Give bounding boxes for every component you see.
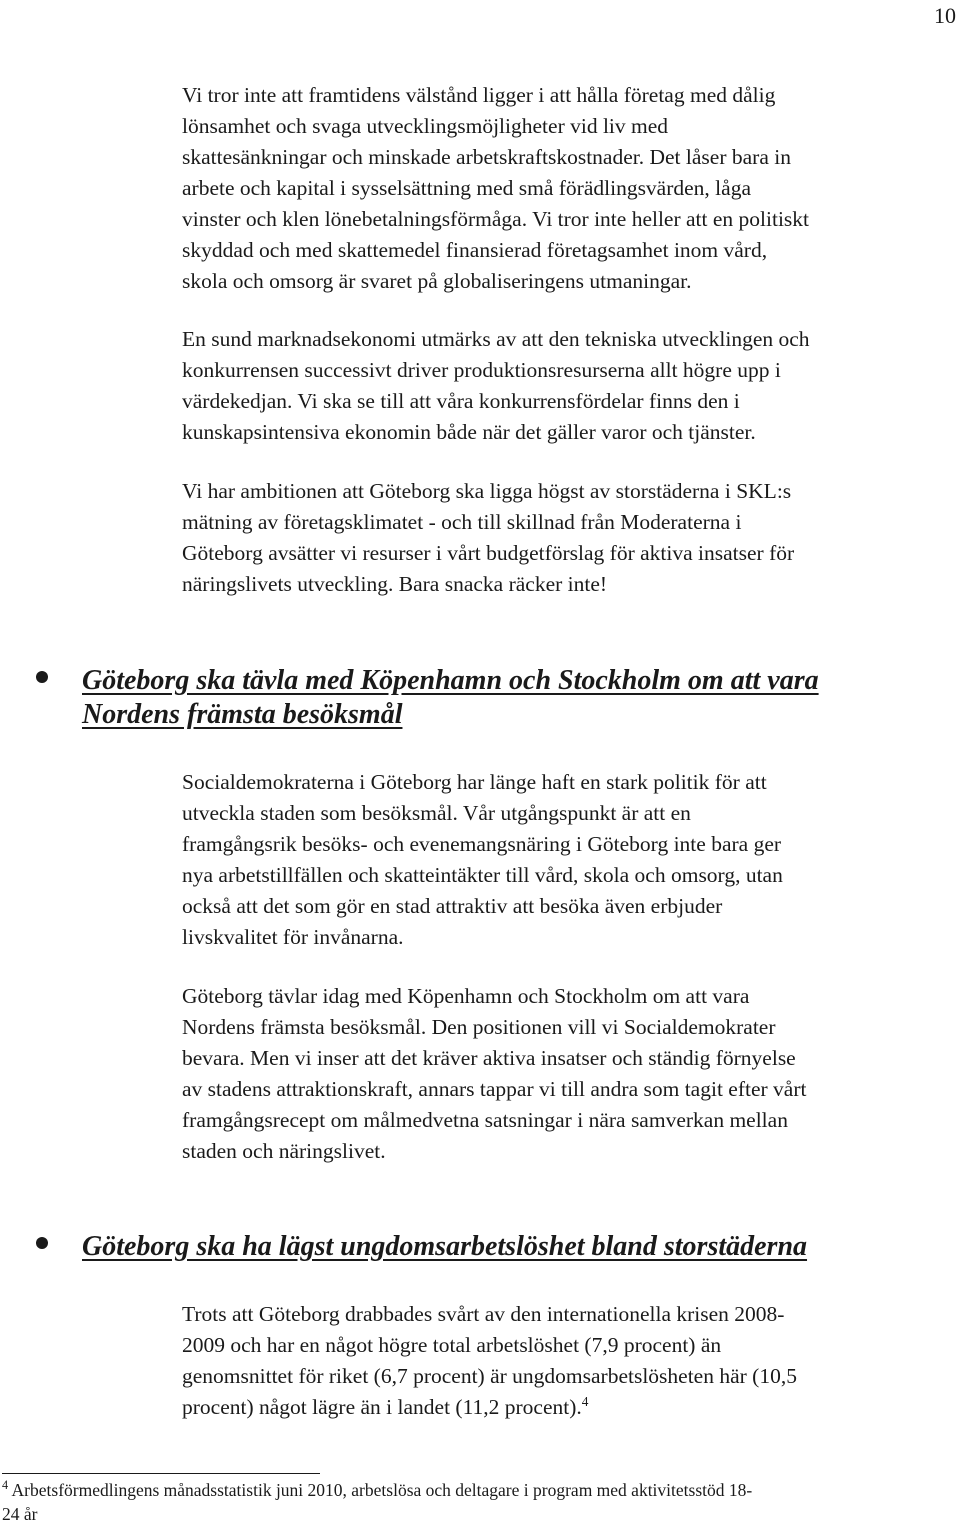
text-line: arbete och kapital i sysselsättning med små förädlingsvärden, låga <box>182 176 751 200</box>
text-line: näringslivets utveckling. Bara snacka räcker inte! <box>182 572 608 596</box>
text-line: Nordens främsta besöksmål. Den positionen vill vi Socialdemokrater <box>182 1015 776 1039</box>
text-line: av stadens attraktionskraft, annars tappar vi till andra som tagit efter vårt <box>182 1077 807 1101</box>
footnote <box>2 1478 957 1526</box>
heading-line: Göteborg ska tävla med Köpenhamn och Stockholm om att vara <box>82 665 819 696</box>
paragraph-tourism-competition <box>182 981 958 1167</box>
footnote-marker: 4 <box>2 1478 9 1493</box>
paragraph-ambition <box>182 476 958 600</box>
text-line: Göteborg avsätter vi resurser i vårt budgetförslag för aktiva insatser för <box>182 541 795 565</box>
text-line: 2009 och har en något högre total arbetslöshet (7,9 procent) än <box>182 1333 722 1357</box>
text-line: nya arbetstillfällen och skatteintäkter till vård, skola och omsorg, utan <box>182 863 783 887</box>
paragraph-market-economy <box>182 324 958 448</box>
text-line: värdekedjan. Vi ska se till att våra konkurrensfördelar finns den i <box>182 389 740 413</box>
footnote-reference[interactable]: 4 <box>581 1393 589 1409</box>
heading-line: Nordens främsta besöksmål <box>82 699 403 730</box>
paragraph-business-climate <box>182 80 958 297</box>
text-line: Vi tror inte att framtidens välstånd ligger i att hålla företag med dålig <box>182 83 776 107</box>
text-line: kunskapsintensiva ekonomin både när det gäller varor och tjänster. <box>182 420 756 444</box>
text-line: En sund marknadsekonomi utmärks av att den tekniska utvecklingen och <box>182 327 810 351</box>
text-line: lönsamhet och svaga utvecklingsmöjligheter vid liv med <box>182 114 669 138</box>
text-line: Göteborg tävlar idag med Köpenhamn och Stockholm om att vara <box>182 984 750 1008</box>
text-line: också att det som gör en stad attraktiv att besöka även erbjuder <box>182 894 723 918</box>
footnote-text: Arbetsförmedlingens månadsstatistik juni 2010, arbetslösa och deltagare i program med aktivitetsstöd 18- <box>11 1480 753 1500</box>
bullet-icon <box>36 1237 48 1249</box>
heading-line: Göteborg ska ha lägst ungdomsarbetslöshet bland storstäderna <box>82 1231 808 1262</box>
footnote-line: 24 år <box>2 1504 38 1524</box>
bullet-icon <box>36 671 48 683</box>
footnote-line <box>2 1478 957 1502</box>
text-line-content: procent) något lägre än i landet (11,2 procent). <box>182 1395 582 1419</box>
text-line: Trots att Göteborg drabbades svårt av den internationella krisen 2008- <box>182 1302 785 1326</box>
paragraph-unemployment <box>182 1299 958 1423</box>
text-line: livskvalitet för invånarna. <box>182 925 404 949</box>
paragraph-tourism-policy <box>182 767 958 953</box>
text-line: skyddad och med skattemedel finansierad företagsamhet inom vård, <box>182 238 768 262</box>
footnote-separator <box>2 1473 320 1474</box>
text-line: bevara. Men vi inser att det kräver aktiva insatser och ständig förnyelse <box>182 1046 796 1070</box>
text-line <box>182 1392 958 1423</box>
text-line: framgångsrik besöks- och evenemangsnäring i Göteborg inte bara ger <box>182 832 782 856</box>
text-line: vinster och klen lönebetalningsförmåga. Vi tror inte heller att en politiskt <box>182 207 810 231</box>
text-line: utveckla staden som besöksmål. Vår utgångspunkt är att en <box>182 801 691 825</box>
section-heading-tourism <box>82 664 952 732</box>
page-number: 10 <box>934 3 956 28</box>
text-line: mätning av företagsklimatet - och till skillnad från Moderaterna i <box>182 510 742 534</box>
text-line: konkurrensen successivt driver produktionsresurserna allt högre upp i <box>182 358 781 382</box>
text-line: skola och omsorg är svaret på globaliseringens utmaningar. <box>182 269 692 293</box>
text-line: skattesänkningar och minskade arbetskraftskostnader. Det låser bara in <box>182 145 791 169</box>
text-line: Vi har ambitionen att Göteborg ska ligga högst av storstäderna i SKL:s <box>182 479 792 503</box>
text-line: staden och näringslivet. <box>182 1139 386 1163</box>
section-heading-youth-unemployment <box>82 1230 952 1264</box>
text-line: genomsnittet för riket (6,7 procent) är ungdomsarbetslösheten här (10,5 <box>182 1364 797 1388</box>
text-line: Socialdemokraterna i Göteborg har länge haft en stark politik för att <box>182 770 767 794</box>
text-line: framgångsrecept om målmedvetna satsningar i nära samverkan mellan <box>182 1108 788 1132</box>
